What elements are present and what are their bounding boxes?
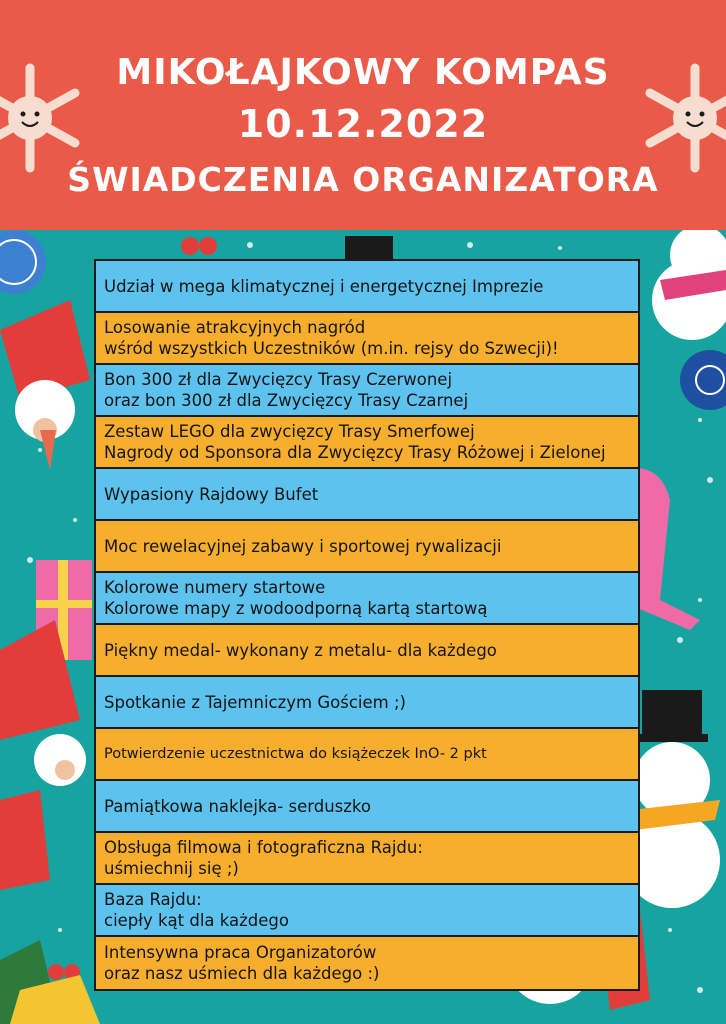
row-text-line: Potwierdzenie uczestnictwa do książeczek InO- 2 pkt (104, 745, 487, 762)
title-date: 10.12.2022 (237, 102, 489, 146)
row-text-line: Kolorowe numery startowe (104, 578, 326, 597)
header-banner (0, 0, 726, 230)
row-text-line: uśmiechnij się ;) (104, 859, 239, 878)
table-row (96, 261, 638, 313)
table-row (96, 469, 638, 521)
top-hat-icon (642, 690, 702, 738)
table-row (96, 937, 638, 989)
table-row (96, 781, 638, 833)
row-text-line: Nagrody od Sponsora dla Zwycięzcy Trasy Różowej i Zielonej (104, 443, 606, 462)
table-row (96, 677, 638, 729)
table-row (96, 313, 638, 365)
row-text-line: Intensywna praca Organizatorów (104, 943, 377, 962)
row-text-line: Losowanie atrakcyjnych nagród (104, 318, 366, 337)
ornament-icon-2 (680, 350, 726, 410)
table-row (96, 417, 638, 469)
row-text-line: Spotkanie z Tajemniczym Gościem ;) (104, 692, 406, 712)
row-text-line: Piękny medal- wykonany z metalu- dla każdego (104, 640, 497, 660)
benefits-table (94, 259, 640, 991)
row-text-line: Obsługa filmowa i fotograficzna Rajdu: (104, 838, 423, 857)
row-text-line: Kolorowe mapy z wodoodporną kartą startową (104, 599, 488, 618)
row-text-line: Bon 300 zł dla Zwycięzcy Trasy Czerwonej (104, 370, 453, 389)
row-text-line: Pamiątkowa naklejka- serduszko (104, 796, 371, 816)
table-row (96, 521, 638, 573)
row-text-line: wśród wszystkich Uczestników (m.in. rejsy do Szwecji)! (104, 339, 559, 358)
row-text-line: oraz nasz uśmiech dla każdego :) (104, 964, 380, 983)
row-text-line: Udział w mega klimatycznej i energetycznej Imprezie (104, 276, 544, 296)
row-text-line: Moc rewelacyjnej zabawy i sportowej rywalizacji (104, 536, 502, 556)
table-row (96, 885, 638, 937)
title-event-name: MIKOŁAJKOWY KOMPAS (116, 52, 610, 93)
row-text-line: ciepły kąt dla każdego (104, 911, 290, 930)
title-subtitle: ŚWIADCZENIA ORGANIZATORA (67, 160, 659, 199)
table-row (96, 625, 638, 677)
row-text-line: Baza Rajdu: (104, 890, 202, 909)
table-row (96, 833, 638, 885)
table-row (96, 573, 638, 625)
ornament-icon (0, 230, 46, 294)
table-row (96, 365, 638, 417)
table-row (96, 729, 638, 781)
row-text-line: oraz bon 300 zł dla Zwycięzcy Trasy Czarnej (104, 391, 469, 410)
row-text-line: Wypasiony Rajdowy Bufet (104, 484, 319, 504)
row-text-line: Zestaw LEGO dla zwycięzcy Trasy Smerfowej (104, 422, 475, 441)
